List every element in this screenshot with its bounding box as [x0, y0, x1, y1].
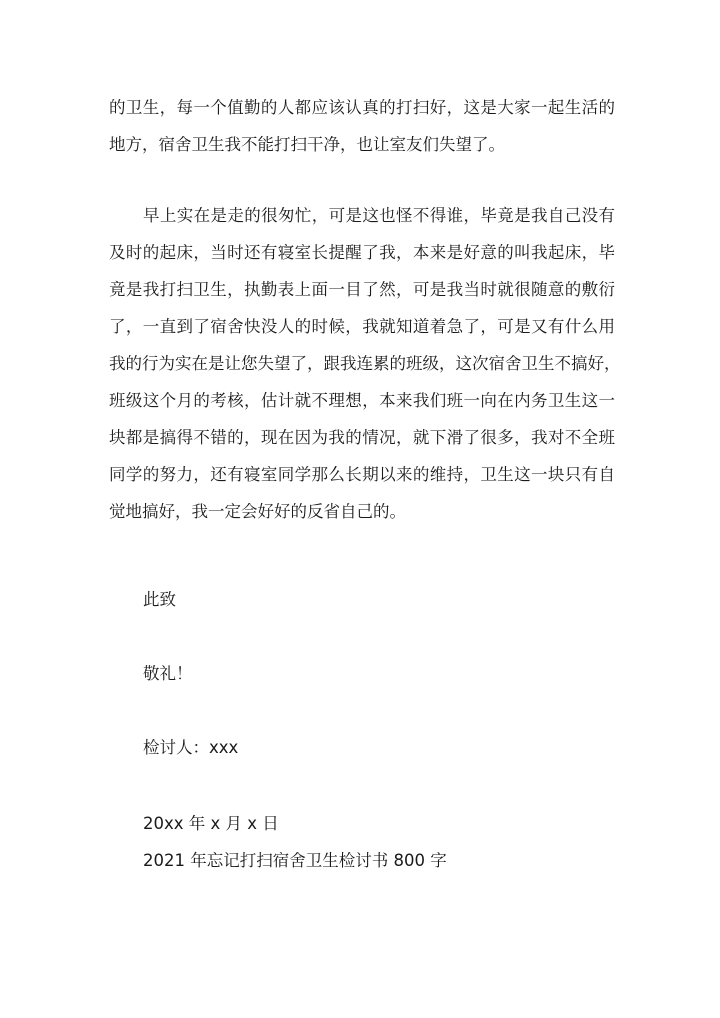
text-line: 班级这个月的考核，估计就不理想，本来我们班一向在内务卫生这一: [109, 391, 615, 410]
paragraph-2: [109, 197, 621, 530]
text-line: 我的行为实在是让您失望了，跟我连累的班级，这次宿舍卫生不搞好，: [109, 354, 621, 373]
document-title: 2021 年忘记打扫宿舍卫生检讨书 800 字: [143, 851, 447, 870]
date-line: 20xx 年 x 月 x 日: [143, 814, 279, 833]
text-line: 早上实在是走的很匆忙，可是这也怪不得谁，毕竟是我自己没有: [143, 206, 615, 225]
paragraph-1: [109, 89, 615, 163]
text-line: 了，一直到了宿舍快没人的时候，我就知道着急了，可是又有什么用: [109, 317, 615, 336]
text-line: 竟是我打扫卫生，执勤表上面一目了然，可是我当时就很随意的敷衍: [109, 280, 615, 299]
text-line: 同学的努力，还有寝室同学那么长期以来的维持，卫生这一块只有自: [109, 465, 615, 484]
text-line: 觉地搞好，我一定会好好的反省自己的。: [109, 502, 406, 521]
text-line: 的卫生，每一个值勤的人都应该认真的打扫好，这是大家一起生活的: [109, 98, 615, 117]
respect-line: 敬礼！: [143, 664, 193, 683]
author-line: 检讨人：xxx: [143, 738, 239, 757]
salutation: 此致: [143, 590, 176, 609]
text-line: 块都是搞得不错的，现在因为我的情况，就下滑了很多，我对不全班: [109, 428, 615, 447]
text-line: 及时的起床，当时还有寝室长提醒了我，本来是好意的叫我起床，毕: [109, 243, 615, 262]
text-line: 地方，宿舍卫生我不能打扫干净，也让室友们失望了。: [109, 135, 505, 154]
